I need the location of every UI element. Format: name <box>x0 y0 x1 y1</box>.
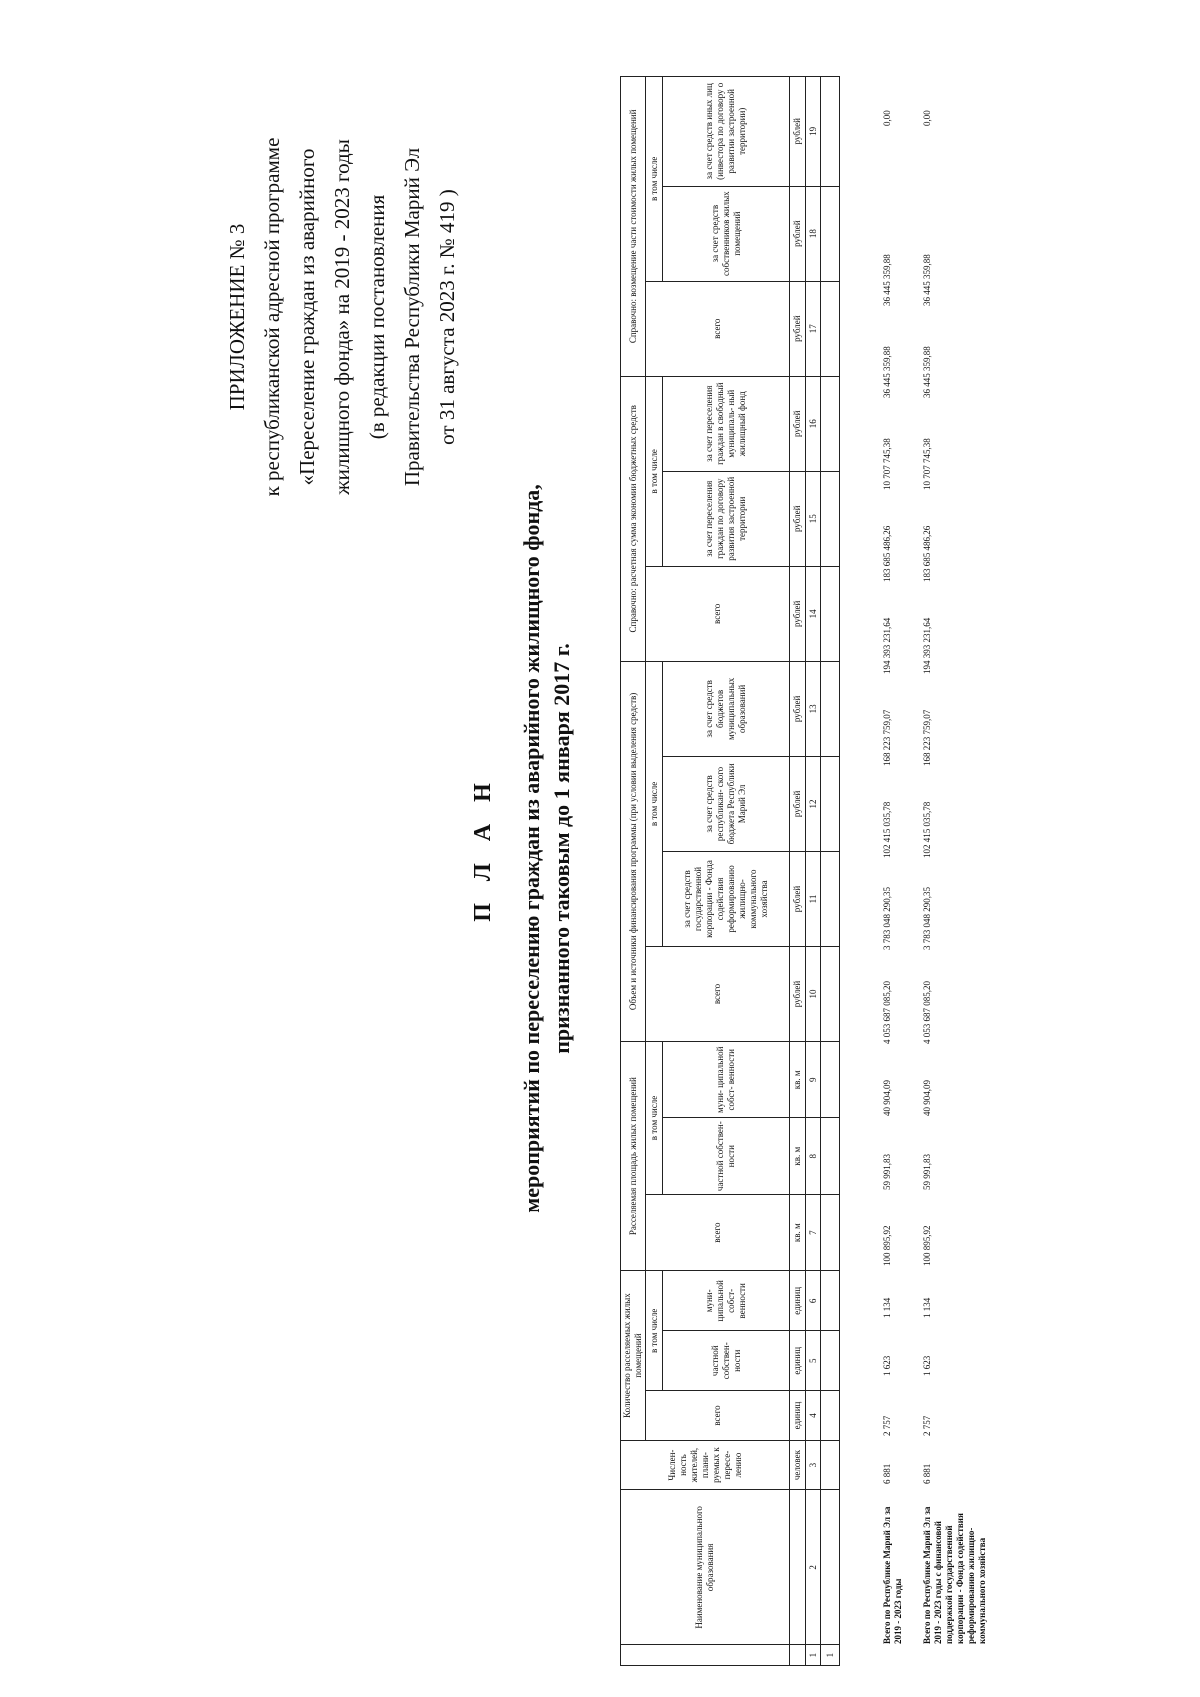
column-number: 14 <box>806 566 821 661</box>
unit-cell: единиц <box>790 1391 806 1441</box>
unit-cell <box>790 1645 806 1666</box>
header-including: в том числе <box>646 77 663 282</box>
total-value: 40 904,09 <box>922 1080 932 1116</box>
total-value: 0,00 <box>922 110 932 126</box>
total-value: 168 223 759,07 <box>882 709 892 766</box>
total-value: 59 991,83 <box>922 1154 932 1190</box>
header-total: всего <box>646 566 790 661</box>
table-cell <box>821 1271 840 1331</box>
plan-subtitle-line: мероприятий по переселению граждан из аварийного жилищного фонда, <box>519 484 544 1213</box>
table-cell <box>821 756 840 851</box>
total-value: 10 707 745,38 <box>882 438 892 490</box>
row-index: 1 <box>821 1645 840 1666</box>
table-cell <box>821 471 840 566</box>
total-value: 4 053 687 085,20 <box>882 981 892 1044</box>
header-budget-savings: Справочно: расчетная сумма экономии бюджетных средств <box>621 376 646 661</box>
appendix-line: ПРИЛОЖЕНИЕ № 3 <box>225 223 249 411</box>
table-cell <box>821 281 840 376</box>
total-value: 36 445 359,88 <box>922 254 932 306</box>
table-cell <box>821 186 840 281</box>
column-number: 3 <box>806 1440 821 1490</box>
column-number: 7 <box>806 1194 821 1270</box>
header-resettle-free-fund: за счет переселения граждан в свободный муниципаль- ный жилищный фонд <box>663 376 790 471</box>
total-value: 2 757 <box>922 1415 932 1436</box>
unit-cell: рублей <box>790 77 806 187</box>
header-municipal: муни- ципальной собст- венности <box>663 1271 790 1331</box>
header-including: в том числе <box>646 1042 663 1195</box>
column-number: 1 <box>806 1645 821 1666</box>
column-number: 15 <box>806 471 821 566</box>
table-cell <box>821 1440 840 1490</box>
header-including: в том числе <box>646 1271 663 1391</box>
column-number: 9 <box>806 1042 821 1118</box>
table-cell <box>821 77 840 187</box>
total-value: 3 783 048 290,35 <box>922 887 932 950</box>
total-value: 40 904,09 <box>882 1080 892 1116</box>
plan-title: П Л А Н <box>470 775 496 922</box>
column-number: 16 <box>806 376 821 471</box>
header-municipal: муни- ципальной собст- венности <box>663 1042 790 1118</box>
header-other-persons: за счет средств иных лиц (инвестора по договору о развитии застроенной территории) <box>663 77 790 187</box>
unit-cell: рублей <box>790 851 806 946</box>
unit-cell: рублей <box>790 471 806 566</box>
total-value: 0,00 <box>882 110 892 126</box>
plan-table <box>620 76 840 1666</box>
total-value: 1 134 <box>882 1297 892 1318</box>
unit-cell <box>790 1490 806 1645</box>
total-value: 2 757 <box>882 1415 892 1436</box>
appendix-line: к республиканской адресной программе <box>260 137 284 497</box>
total-value: 100 895,92 <box>882 1225 892 1266</box>
table-cell <box>821 1391 840 1441</box>
total-value: 102 415 035,78 <box>922 801 932 858</box>
total-value: 10 707 745,38 <box>922 438 932 490</box>
appendix-line: «Переселение граждан из аварийного <box>295 148 319 486</box>
header-premises-area: Расселяемая площадь жилых помещений <box>621 1042 646 1271</box>
total-value: 59 991,83 <box>882 1154 892 1190</box>
unit-cell: рублей <box>790 756 806 851</box>
column-number: 12 <box>806 756 821 851</box>
total-value: 36 445 359,88 <box>882 346 892 398</box>
table-cell <box>821 566 840 661</box>
unit-cell: рублей <box>790 281 806 376</box>
column-number: 18 <box>806 186 821 281</box>
column-number: 2 <box>806 1490 821 1645</box>
unit-cell: кв. м <box>790 1194 806 1270</box>
header-republic-budget: за счет средств республикан- ского бюджета Республики Марий Эл <box>663 756 790 851</box>
unit-cell: единиц <box>790 1271 806 1331</box>
header-total: всего <box>646 1194 790 1270</box>
table-cell <box>821 947 840 1042</box>
header-cost-compensation: Справочно: возмещение части стоимости жилых помещений <box>621 77 646 377</box>
column-number: 8 <box>806 1118 821 1194</box>
table-cell <box>821 1042 840 1118</box>
unit-cell: кв. м <box>790 1042 806 1118</box>
table-cell <box>821 1118 840 1194</box>
table-cell <box>821 1194 840 1270</box>
header-residents: Числен- ность жителей, плани- руемых к пересе- лению <box>621 1440 790 1490</box>
header-resettle-development: за счет переселения граждан по договору развития застроенной территории <box>663 471 790 566</box>
table-cell <box>821 1331 840 1391</box>
unit-cell: человек <box>790 1440 806 1490</box>
header-financing: Объем и источники финансирования программы (при условии выделения средств) <box>621 661 646 1041</box>
column-number: 19 <box>806 77 821 187</box>
appendix-line: (в редакции постановления <box>365 194 389 440</box>
header-total: всего <box>646 281 790 376</box>
total-value: 3 783 048 290,35 <box>882 887 892 950</box>
header-municipal-budget: за счет средств бюджетов муниципальных образований <box>663 661 790 756</box>
unit-cell: рублей <box>790 186 806 281</box>
column-number: 11 <box>806 851 821 946</box>
unit-cell: рублей <box>790 947 806 1042</box>
total-value: 168 223 759,07 <box>922 709 932 766</box>
total-value: 1 623 <box>882 1355 892 1376</box>
total-value: 194 393 231,64 <box>922 617 932 674</box>
total-value: 1 134 <box>922 1297 932 1318</box>
header-including: в том числе <box>646 376 663 566</box>
table-cell <box>821 1490 840 1645</box>
header-owners: за счет средств собственников жилых помещений <box>663 186 790 281</box>
unit-cell: единиц <box>790 1331 806 1391</box>
unit-cell: рублей <box>790 376 806 471</box>
header-private: частной собствен- ности <box>663 1331 790 1391</box>
total-value: 194 393 231,64 <box>882 617 892 674</box>
appendix-line: жилищного фонда» на 2019 - 2023 годы <box>330 139 354 495</box>
total-value: 183 685 486,26 <box>922 525 932 582</box>
appendix-line: от 31 августа 2023 г. № 419 ) <box>435 189 459 445</box>
column-number: 6 <box>806 1271 821 1331</box>
total-value: 100 895,92 <box>922 1225 932 1266</box>
column-number: 13 <box>806 661 821 756</box>
total-value: 6 881 <box>922 1463 932 1484</box>
unit-cell: кв. м <box>790 1118 806 1194</box>
total-row-label: Всего по Республике Марий Эл за 2019 - 2023 годы <box>882 1506 903 1644</box>
table-cell <box>821 661 840 756</box>
column-number: 5 <box>806 1331 821 1391</box>
unit-cell: рублей <box>790 661 806 756</box>
header-including: в том числе <box>646 661 663 946</box>
total-value: 102 415 035,78 <box>882 801 892 858</box>
total-value: 1 623 <box>922 1355 932 1376</box>
column-number: 10 <box>806 947 821 1042</box>
header-total: всего <box>646 947 790 1042</box>
table-cell <box>821 376 840 471</box>
plan-subtitle-line: признанного таковым до 1 января 2017 г. <box>549 643 574 1054</box>
total-value: 36 445 359,88 <box>882 254 892 306</box>
header-row-number <box>621 1645 790 1666</box>
table-cell <box>821 851 840 946</box>
appendix-line: Правительства Республики Марий Эл <box>400 147 424 487</box>
column-number: 17 <box>806 281 821 376</box>
document-title-block <box>470 0 577 1697</box>
total-value: 4 053 687 085,20 <box>922 981 932 1044</box>
total-value: 183 685 486,26 <box>882 525 892 582</box>
column-number: 4 <box>806 1391 821 1441</box>
header-private: частной собствен- ности <box>663 1118 790 1194</box>
total-row-label: Всего по Республике Марий Эл за 2019 - 2023 годы с финансовой поддержкой государственной корпорации - Фонда содействия реформированию жилищно- коммунального хозяйства <box>922 1506 987 1644</box>
total-value: 36 445 359,88 <box>922 346 932 398</box>
unit-cell: рублей <box>790 566 806 661</box>
total-value: 6 881 <box>882 1463 892 1484</box>
header-fund: за счет средств государственной корпорации - Фонда содействия реформированию жилищно- коммунального хозяйства <box>663 851 790 946</box>
header-municipality-name: Наименование муниципального образования <box>621 1490 790 1645</box>
header-premises-count: Количество расселяемых жилых помещений <box>621 1271 646 1440</box>
appendix-header <box>220 77 465 557</box>
header-total: всего <box>646 1391 790 1441</box>
